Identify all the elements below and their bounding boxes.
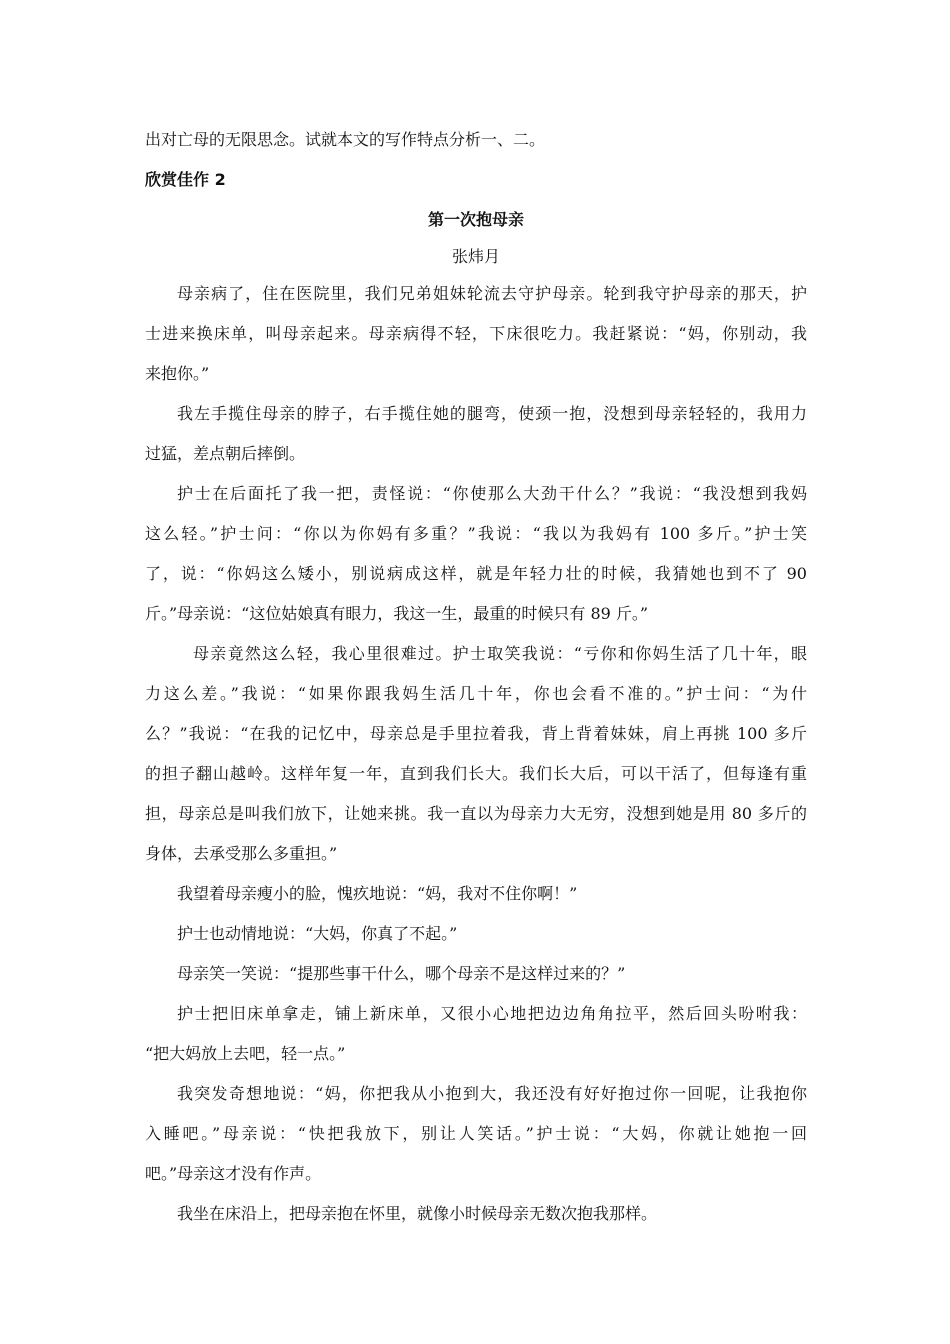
article-line: 过猛，差点朝后摔倒。	[145, 444, 306, 463]
article-line: 身体，去承受那么多重担。”	[145, 844, 338, 863]
article-title: 第一次抱母亲	[427, 210, 524, 229]
article-line: 力这么差。”我说：“如果你跟我妈生活几十年，你也会看不准的。”护士问：“为什	[145, 684, 807, 703]
article-line: 护士把旧床单拿走，铺上新床单，又很小心地把边边角角拉平，然后回头吩咐我：	[177, 1004, 807, 1023]
article-line: 我坐在床沿上，把母亲抱在怀里，就像小时候母亲无数次抱我那样。	[177, 1204, 658, 1223]
article-line: 母亲笑一笑说：“提那些事干什么，哪个母亲不是这样过来的？”	[177, 964, 626, 983]
article-line: 士进来换床单，叫母亲起来。母亲病得不轻，下床很吃力。我赶紧说：“妈，你别动，我	[145, 324, 807, 343]
article-line: 来抱你。”	[145, 364, 210, 383]
intro-line: 出对亡母的无限思念。试就本文的写作特点分析一、二。	[145, 130, 546, 149]
article-line: 斤。”母亲说：“这位姑娘真有眼力，我这一生，最重的时候只有 89 斤。”	[145, 604, 649, 623]
article-line: “把大妈放上去吧，轻一点。”	[145, 1044, 346, 1063]
article-line: 我左手揽住母亲的脖子，右手揽住她的腿弯，使颈一抱，没想到母亲轻轻的，我用力	[177, 404, 807, 423]
article-text	[145, 274, 807, 1234]
article-line: 我突发奇想地说：“妈，你把我从小抱到大，我还没有好好抱过你一回呢，让我抱你	[177, 1084, 807, 1103]
article-line: 母亲病了，住在医院里，我们兄弟姐妹轮流去守护母亲。轮到我守护母亲的那天，护	[177, 284, 807, 303]
article-line: 担，母亲总是叫我们放下，让她来挑。我一直以为母亲力大无穷，没想到她是用 80 多斤的	[145, 804, 807, 823]
article-line: 这么轻。”护士问：“你以为你妈有多重？”我说：“我以为我妈有 100 多斤。”护士笑	[145, 524, 807, 543]
document-body	[145, 120, 807, 1234]
article-line: 入睡吧。”母亲说：“快把我放下，别让人笑话。”护士说：“大妈，你就让她抱一回	[145, 1124, 807, 1143]
article-line: 护士在后面托了我一把，责怪说：“你使那么大劲干什么？”我说：“我没想到我妈	[177, 484, 807, 503]
article-line: 的担子翻山越岭。这样年复一年，直到我们长大。我们长大后，可以干活了，但每逢有重	[145, 764, 807, 783]
article-line: 我望着母亲瘦小的脸，愧疚地说：“妈，我对不住你啊！”	[177, 884, 578, 903]
article-line: 母亲竟然这么轻，我心里很难过。护士取笑我说：“亏你和你妈生活了几十年，眼	[193, 644, 807, 663]
article-line: 么？”我说：“在我的记忆中，母亲总是手里拉着我，背上背着妹妹，肩上再挑 100 多斤	[145, 724, 807, 743]
article-line: 吧。”母亲这才没有作声。	[145, 1164, 322, 1183]
article-author: 张炜月	[451, 247, 500, 266]
section-label: 欣赏佳作 2	[145, 170, 226, 189]
article-line: 了，说：“你妈这么矮小，别说病成这样，就是年轻力壮的时候，我猜她也到不了 90	[145, 564, 807, 583]
article-line: 护士也动情地说：“大妈，你真了不起。”	[177, 924, 458, 943]
